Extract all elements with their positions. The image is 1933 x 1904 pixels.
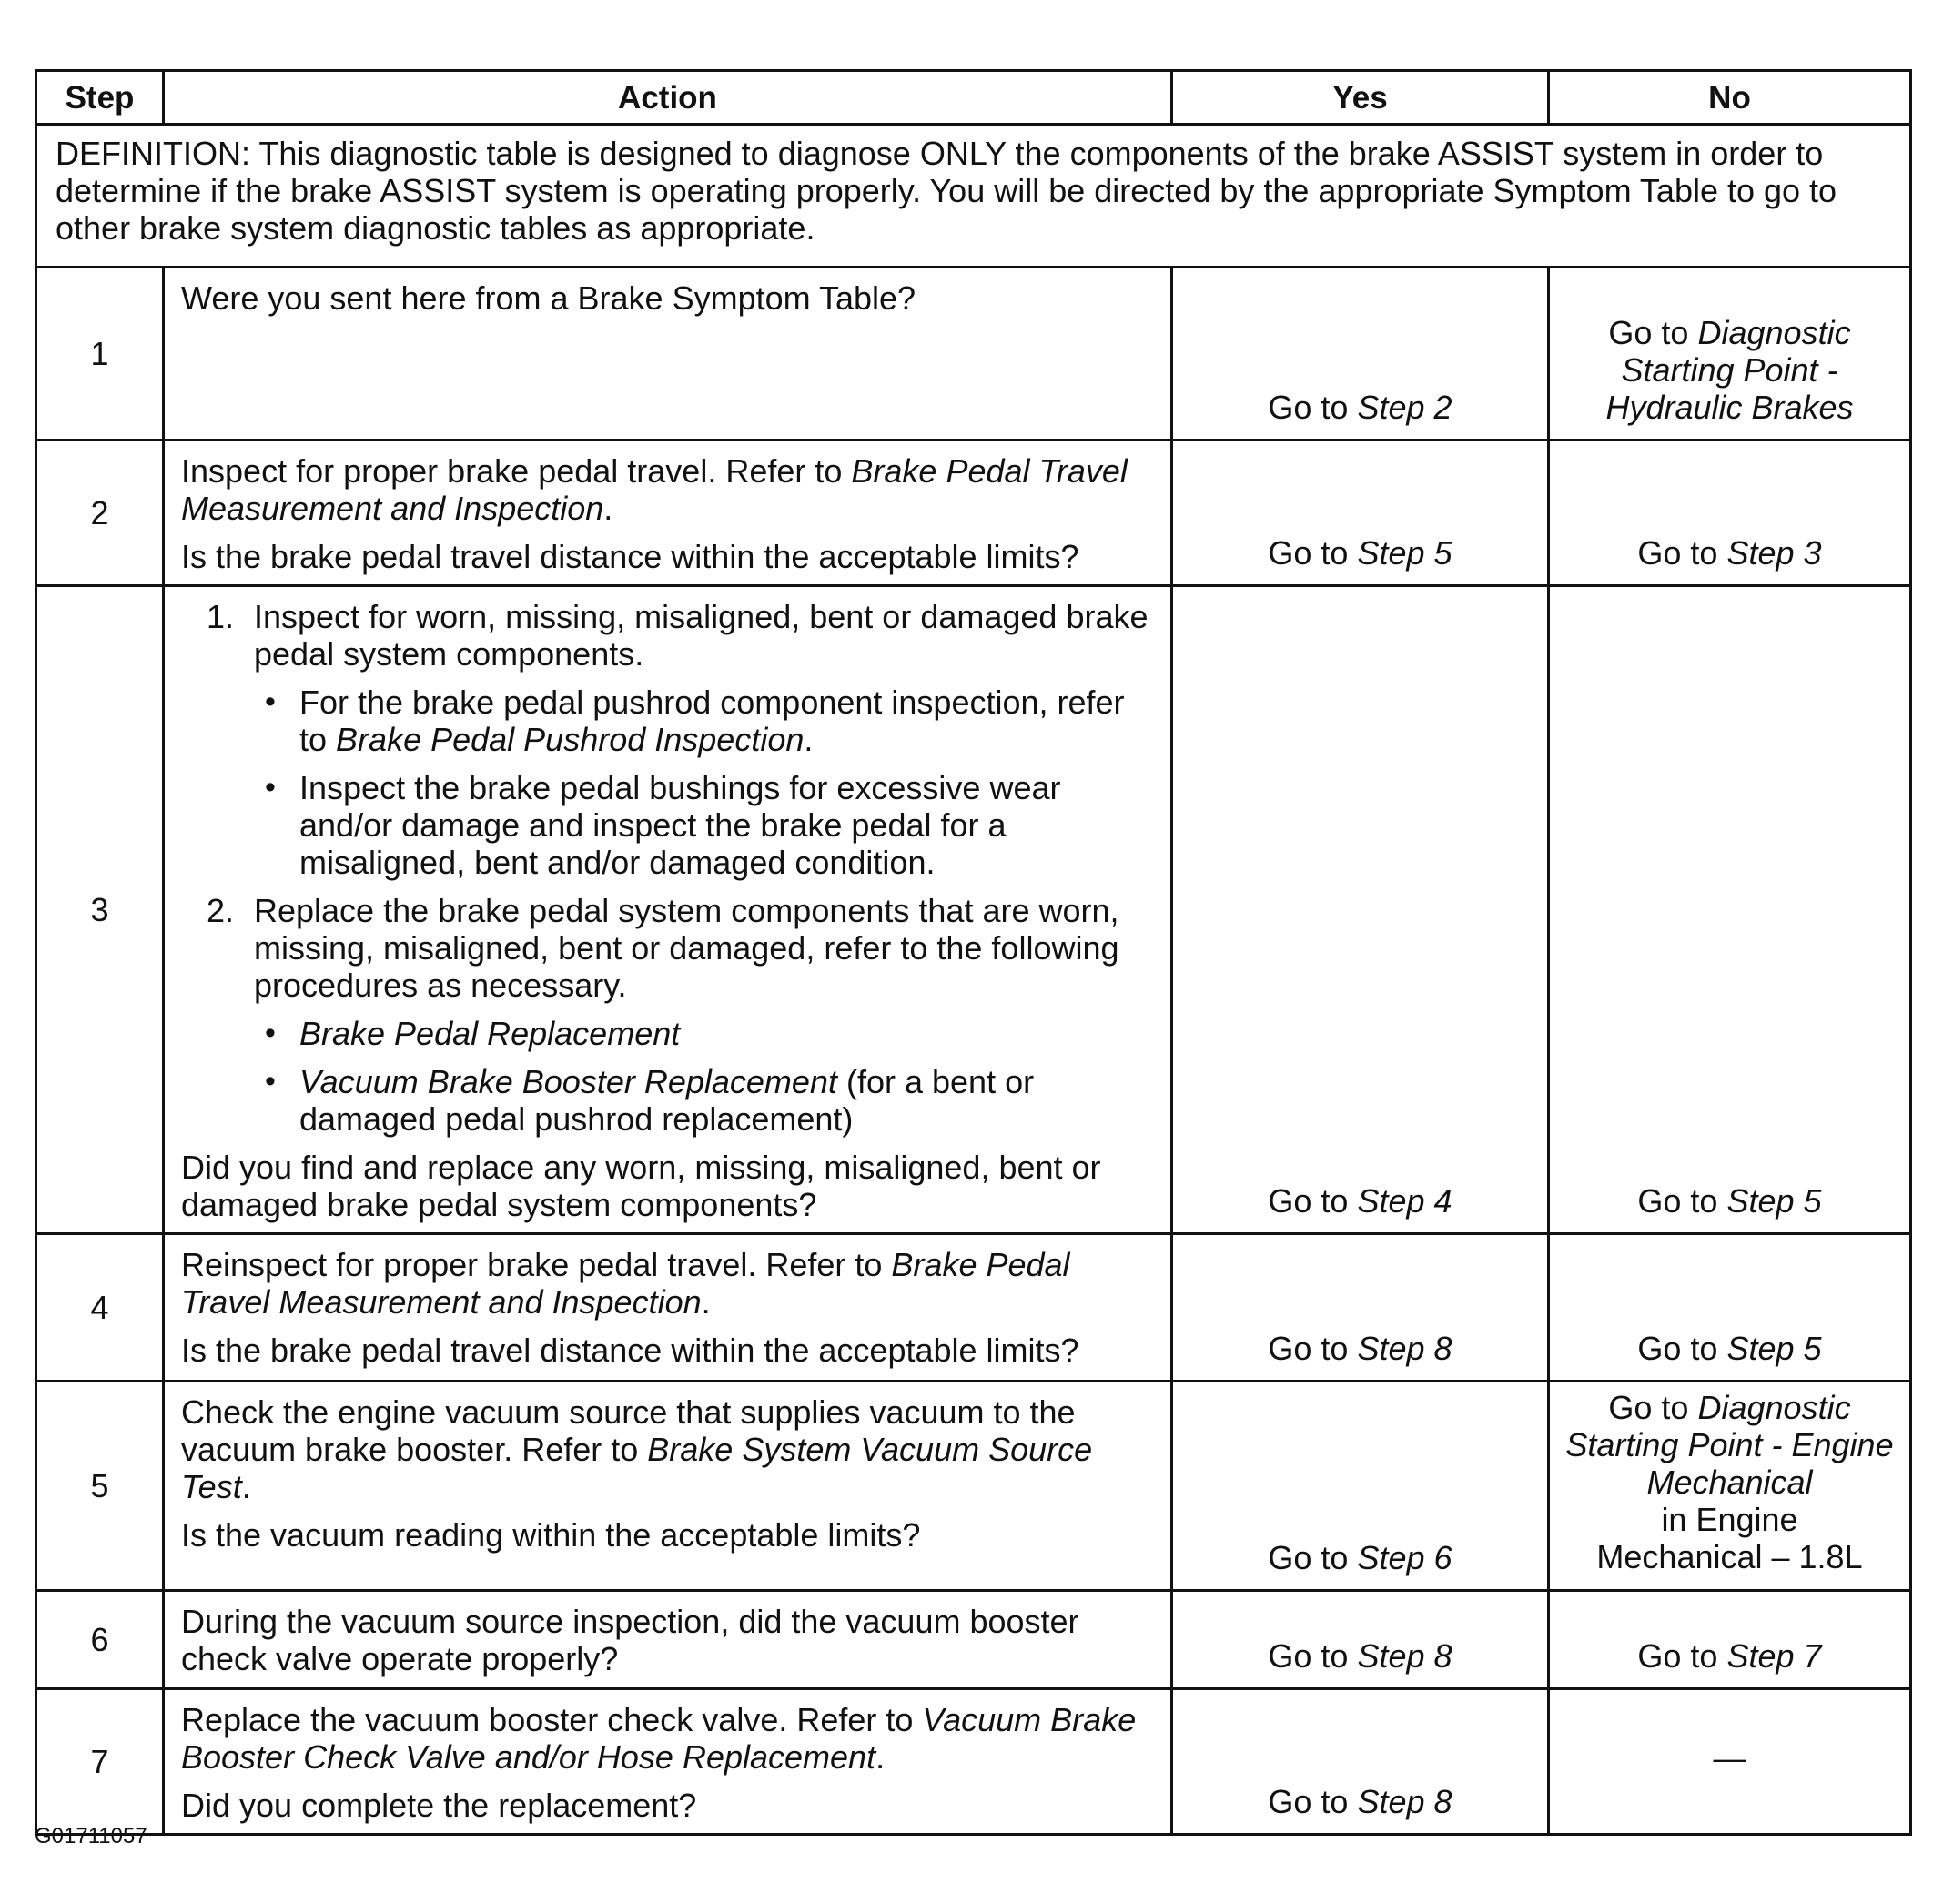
go-to-label: Go to — [1637, 1637, 1718, 1675]
step-question: Is the brake pedal travel distance within the acceptable limits? — [181, 1332, 1079, 1369]
definition-text: DEFINITION: This diagnostic table is designed to diagnose ONLY the components of the brake ASSIST system in order to determine if the brake ASSIST system is operating properly. You will be directed by the appropriate Symptom Table to go to other brake system diagnostic tables as appropriate. — [36, 125, 1911, 268]
go-to-label: Go to — [1637, 1182, 1718, 1220]
diagnostic-table — [35, 69, 1912, 1836]
procedure-reference: Vacuum Brake Booster Replacement — [299, 1063, 837, 1100]
bullet-text: Inspect the brake pedal bushings for excessive wear and/or damage and inspect the brake pedal for a misaligned, bent and/or damaged condition. — [299, 769, 1061, 881]
bullet-body: For the brake pedal pushrod component inspection, refer to Brake Pedal Pushrod Inspection. — [299, 684, 1125, 758]
table-row — [36, 1591, 1911, 1689]
go-to-label: Go to — [1268, 1637, 1349, 1675]
list-text: Replace the brake pedal system components that are worn, missing, misaligned, bent or damaged, refer to the following procedures as necessary. — [254, 892, 1119, 1004]
no-cell — [1549, 586, 1911, 1234]
yes-reference: Step 2 — [1357, 389, 1452, 426]
step-question: Were you sent here from a Brake Symptom Table? — [181, 279, 916, 317]
step-number: 7 — [36, 1689, 164, 1835]
step-instruction: Check the engine vacuum source that supplies vacuum to the vacuum brake booster. Refer to Brake System Vacuum Source Test. — [181, 1393, 1093, 1505]
yes-cell — [1172, 1382, 1549, 1591]
instruction-text: Inspect for proper brake pedal travel. Refer to — [181, 452, 843, 490]
bullet-item — [265, 684, 1154, 758]
step-instruction: Replace the vacuum booster check valve. Refer to Vacuum Brake Booster Check Valve and/or Hose Replacement. — [181, 1701, 1137, 1776]
figure-code: G01711057 — [35, 1824, 147, 1848]
yes-reference: Step 8 — [1357, 1637, 1452, 1675]
yes-cell — [1172, 441, 1549, 586]
bullet-item — [265, 1063, 1154, 1138]
list-text: Inspect for worn, missing, misaligned, bent or damaged brake pedal system components. — [254, 598, 1149, 673]
yes-cell — [1172, 1591, 1549, 1689]
no-reference: Step 5 — [1726, 1182, 1822, 1220]
yes-cell — [1172, 586, 1549, 1234]
bullet-icon: • — [265, 1016, 276, 1050]
list-body — [254, 892, 1154, 1138]
go-to-label: Go to — [1268, 1539, 1349, 1576]
header-action: Action — [164, 71, 1172, 125]
action-cell — [164, 1382, 1172, 1591]
table-row — [36, 1234, 1911, 1382]
bullet-body — [299, 1063, 1154, 1138]
bullet-icon: • — [265, 684, 276, 719]
yes-reference: Step 5 — [1357, 534, 1452, 572]
list-item — [207, 892, 1154, 1138]
action-cell — [164, 586, 1172, 1234]
no-dash: — — [1713, 1739, 1746, 1777]
step-question: Did you complete the replacement? — [181, 1787, 697, 1824]
bullet-item — [265, 1015, 1154, 1052]
table-row — [36, 441, 1911, 586]
step-number: 3 — [36, 586, 164, 1234]
step-instruction: Reinspect for proper brake pedal travel. Refer to Brake Pedal Travel Measurement and Inspection. — [181, 1246, 1070, 1321]
no-cell — [1549, 1689, 1911, 1835]
table-row — [36, 586, 1911, 1234]
go-to-label: Go to — [1268, 534, 1349, 572]
step-number: 5 — [36, 1382, 164, 1591]
no-cell — [1549, 1234, 1911, 1382]
bullet-body — [299, 1015, 1154, 1052]
no-suffix: Mechanical – 1.8L — [1596, 1538, 1863, 1575]
yes-cell — [1172, 268, 1549, 441]
instruction-text: Check the engine vacuum source that supplies vacuum to the vacuum brake booster. Refer to — [181, 1393, 1076, 1468]
procedure-reference: Brake System Vacuum Source Test — [181, 1431, 1093, 1505]
no-reference: Step 5 — [1726, 1330, 1822, 1367]
go-to-label: Go to — [1268, 1783, 1349, 1820]
action-cell — [164, 1689, 1172, 1835]
instruction-text: Replace the vacuum booster check valve. Refer to — [181, 1701, 914, 1738]
yes-reference: Step 8 — [1357, 1783, 1452, 1820]
bullet-icon: • — [265, 770, 276, 805]
table-row — [36, 1689, 1911, 1835]
procedure-reference: Vacuum Brake Booster Check Valve and/or Hose Replacement — [181, 1701, 1137, 1776]
no-cell — [1549, 1591, 1911, 1689]
yes-reference: Step 6 — [1357, 1539, 1452, 1576]
header-row — [36, 71, 1911, 125]
no-reference: Step 7 — [1726, 1637, 1822, 1675]
no-reference: Diagnostic Starting Point - Hydraulic Brakes — [1605, 314, 1854, 426]
step-question: Did you find and replace any worn, missing, misaligned, bent or damaged brake pedal system components? — [181, 1149, 1101, 1223]
step-number: 1 — [36, 268, 164, 441]
go-to-label: Go to — [1608, 1389, 1689, 1426]
table-row — [36, 1382, 1911, 1591]
step-question: Is the brake pedal travel distance within the acceptable limits? — [181, 538, 1079, 575]
go-to-label: Go to — [1268, 1182, 1349, 1220]
no-cell — [1549, 1382, 1911, 1591]
procedure-reference: Brake Pedal Travel Measurement and Inspection — [181, 1246, 1070, 1321]
action-cell — [164, 268, 1172, 441]
header-no: No — [1549, 71, 1911, 125]
yes-cell — [1172, 1234, 1549, 1382]
definition-row — [36, 125, 1911, 268]
step-question: Is the vacuum reading within the acceptable limits? — [181, 1516, 921, 1554]
procedure-reference: Brake Pedal Travel Measurement and Inspection — [181, 452, 1128, 527]
bullet-text: For the brake pedal pushrod component inspection, refer to — [299, 684, 1125, 758]
no-reference: Step 3 — [1726, 534, 1822, 572]
go-to-label: Go to — [1268, 1330, 1349, 1367]
table-row — [36, 268, 1911, 441]
yes-reference: Step 8 — [1357, 1330, 1452, 1367]
yes-cell — [1172, 1689, 1549, 1835]
procedure-reference: Brake Pedal Pushrod Inspection — [336, 721, 805, 758]
bullet-text: (for a bent or damaged pedal pushrod replacement) — [299, 1063, 1035, 1138]
step-instruction: Inspect for proper brake pedal travel. Refer to Brake Pedal Travel Measurement and Inspection. — [181, 452, 1128, 527]
list-body — [254, 598, 1154, 881]
instruction-text: Reinspect for proper brake pedal travel. Refer to — [181, 1246, 883, 1283]
step-number: 2 — [36, 441, 164, 586]
no-suffix: in Engine — [1661, 1501, 1798, 1538]
action-cell — [164, 1591, 1172, 1689]
go-to-label: Go to — [1637, 534, 1718, 572]
no-cell — [1549, 441, 1911, 586]
step-number: 4 — [36, 1234, 164, 1382]
go-to-label: Go to — [1637, 1330, 1718, 1367]
header-yes: Yes — [1172, 71, 1549, 125]
bullet-item — [265, 769, 1154, 881]
list-number: 2. — [207, 892, 235, 929]
go-to-label: Go to — [1268, 389, 1349, 426]
list-number: 1. — [207, 598, 235, 635]
action-cell — [164, 1234, 1172, 1382]
step-number: 6 — [36, 1591, 164, 1689]
no-cell — [1549, 268, 1911, 441]
step-question: During the vacuum source inspection, did the vacuum booster check valve operate properly? — [181, 1603, 1079, 1677]
go-to-label: Go to — [1608, 314, 1689, 351]
yes-reference: Step 4 — [1357, 1182, 1452, 1220]
bullet-icon: • — [265, 1064, 276, 1099]
header-step: Step — [36, 71, 164, 125]
list-item — [207, 598, 1154, 881]
no-reference: Diagnostic Starting Point - Engine Mechanical — [1565, 1389, 1894, 1501]
action-cell — [164, 441, 1172, 586]
procedure-reference: Brake Pedal Replacement — [299, 1015, 681, 1052]
